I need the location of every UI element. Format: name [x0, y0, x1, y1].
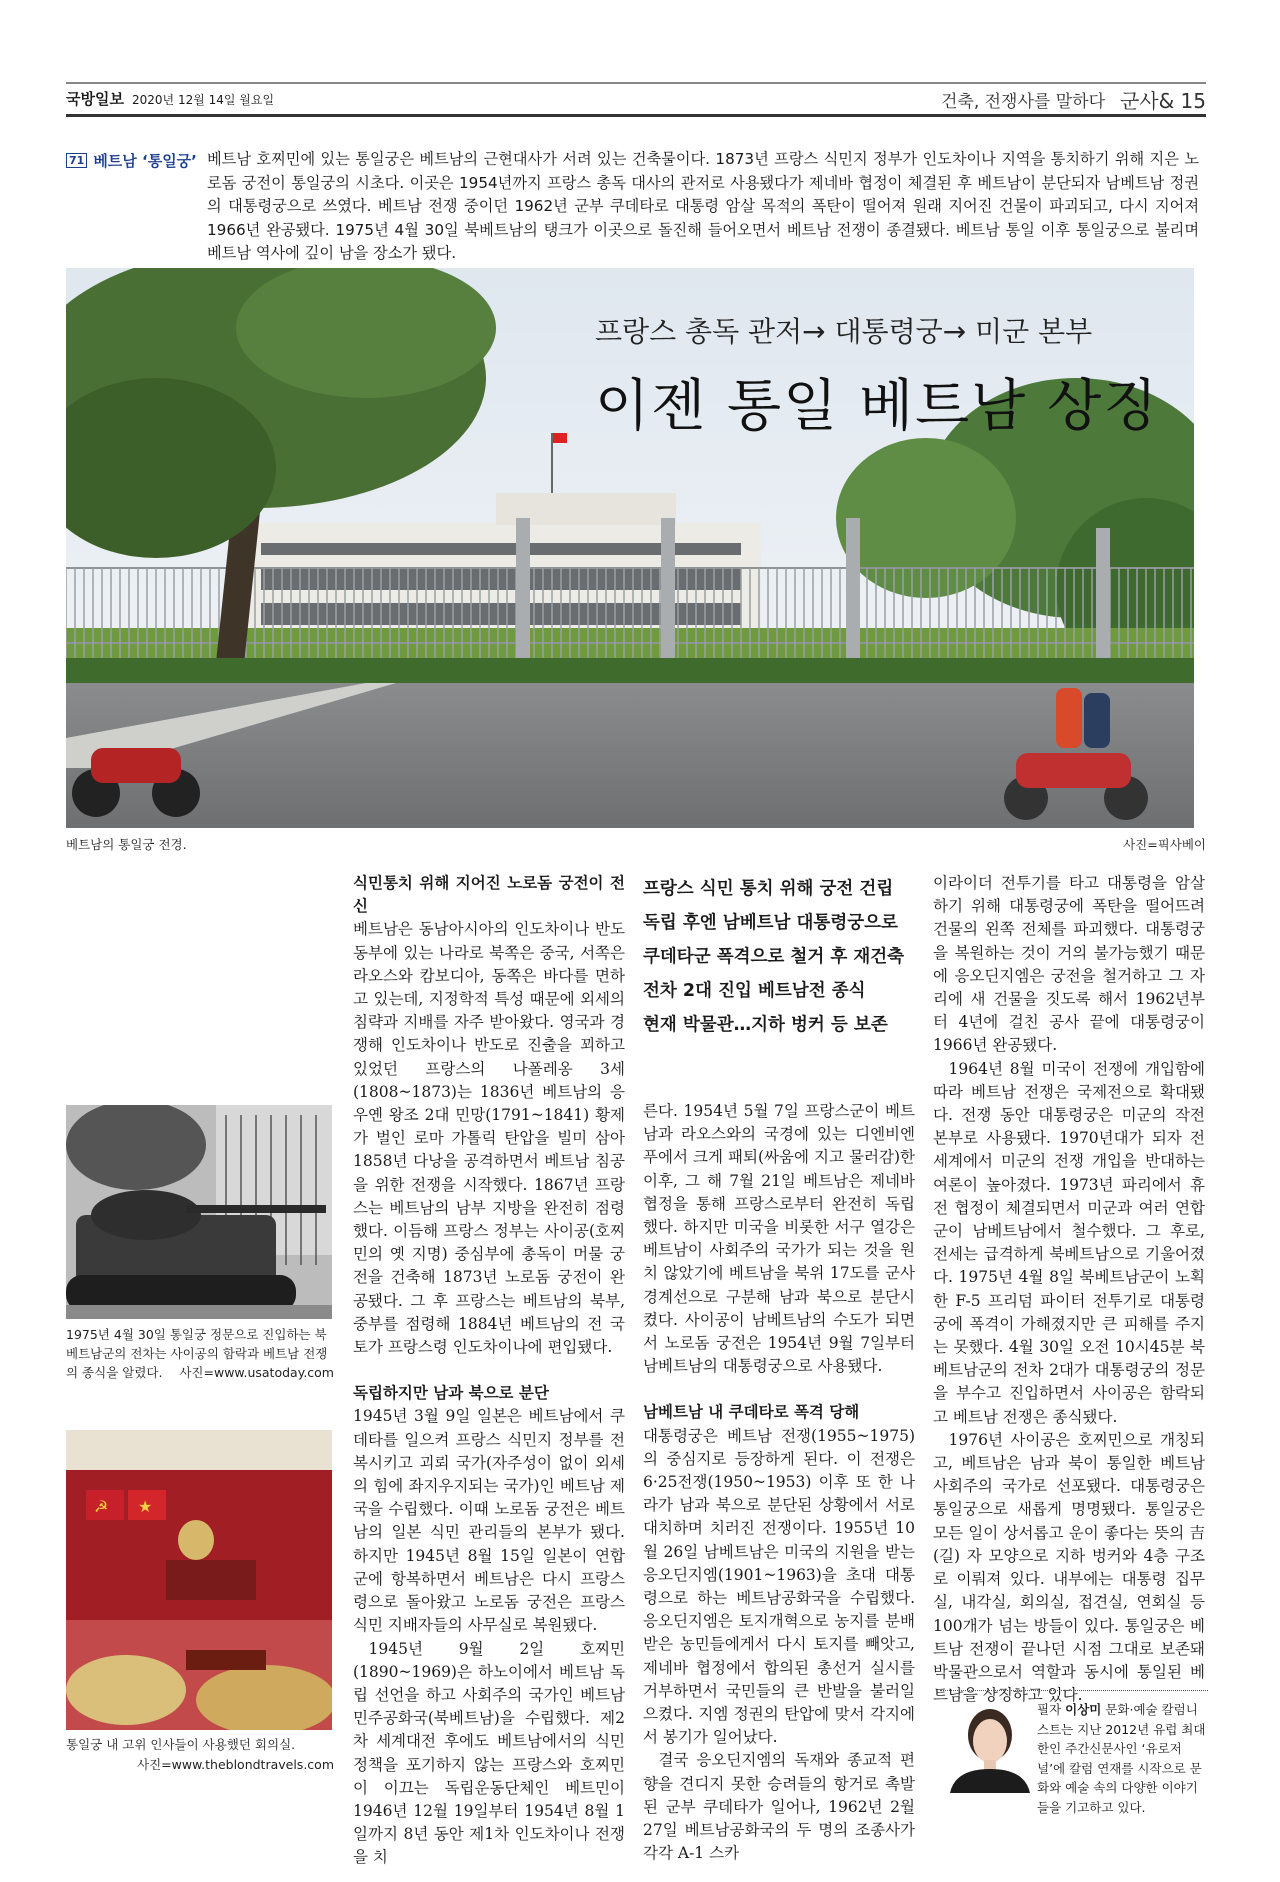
paragraph: 베트남은 동남아시아의 인도차이나 반도 동부에 있는 나라로 북쪽은 중국, 서쪽은 라오스와 캄보디아, 동쪽은 바다를 면하고 있는데, 지정학적 특성 때문에 외세의 침략과 지배를 자주 받아왔다. 영국과 경쟁해 인도차이나 반도로 진출을 꾀하고 있었던 프랑스의 나폴레옹 3세(1808~1873)는 1836년 베트남의 응우옌 왕조 2대 민망(1791~1841) 황제가 벌인 로마 가톨릭 탄압을 빌미 삼아 1858년 다낭을 공격하면서 베트남 침공을 위한 전쟁을 시작했다. 1867년 프랑스는 베트남의 남부 지방을 완전히 점령했다. 이듬해 프랑스 정부는 사이공(호찌민의 옛 지명) 중심부에 총독이 머물 궁전을 건축해 1873년 노로돔 궁전이 완공됐다. 그 후 프랑스는 베트남의 북부, 중부를 점령해 1884년 베트남의 전 국토가 프랑스령 인도차이나에 편입됐다. [353, 920, 625, 1357]
author-portrait [945, 1705, 1035, 1793]
author-description: 문화·예술 칼럼니스트는 지난 2012년 유럽 최대 한인 주간신문사인 ‘유로저널’에 칼럼 연재를 시작으로 문화와 예술 속의 다양한 이야기들을 기고하고 있다. [1037, 1702, 1206, 1815]
meeting-room-caption: 통일궁 내 고위 인사들이 사용했던 회의실. [66, 1737, 296, 1752]
article-column-2 [643, 872, 915, 1866]
meeting-room-photo [66, 1430, 332, 1730]
main-photo-caption: 베트남의 통일궁 전경. [66, 837, 187, 852]
main-photo-credit: 사진=픽사베이 [1123, 837, 1206, 852]
tank-caption-text: 1975년 4월 30일 통일궁 정문으로 진입하는 북베트남군의 전차는 사이공의 함락과 베트남 전쟁의 종식을 알렸다. [66, 1327, 328, 1380]
svg-text:★: ★ [138, 1497, 153, 1516]
main-photo-palace [66, 268, 1194, 828]
author-prefix: 필자 [1037, 1702, 1062, 1717]
issue-date: 2020년 12월 14일 월요일 [132, 93, 275, 107]
meeting-room-credit: 사진=www.theblondtravels.com [137, 1757, 334, 1772]
section-heading: 식민통치 위해 지어진 노로돔 궁전이 전신 [353, 874, 625, 916]
page-number-value: 15 [1180, 89, 1206, 113]
subheadline: 프랑스 식민 통치 위해 궁전 건립 [643, 879, 894, 899]
series-label [66, 150, 197, 171]
newspaper-logo: 국방일보 [66, 90, 124, 108]
subheadline: 현재 박물관…지하 벙커 등 보존 [643, 1015, 888, 1035]
subheadline-list [643, 872, 915, 1042]
author-divider [940, 1690, 1208, 1691]
headline-subtitle: 프랑스 총독 관저→ 대통령궁→ 미군 본부 [595, 315, 1093, 348]
tank-photo-credit: 사진=www.usatoday.com [179, 1365, 334, 1380]
tank-photo-caption [66, 1325, 334, 1382]
headline: 이젠 통일 베트남 상징 [595, 374, 1160, 439]
paragraph: 대통령궁은 베트남 전쟁(1955~1975)의 중심지로 등장하게 된다. 이 전쟁은 6·25전쟁(1950~1953) 이후 또 한 나라가 남과 북으로 분단된 상황에서 서로 대치하며 치러진 전쟁이다. 1955년 10월 26일 남베트남은 미국의 지원을 받는 응오딘지엠(1901~1963)을 초대 대통령으로 하는 베트남공화국을 수립했다. 응오딘지엠은 토지개혁으로 농지를 분배받은 농민들에게서 다시 토지를 빼앗고, 제네바 협정에서 합의된 총선거 실시를 거부하면서 국민들의 큰 반발을 불러일으켰다. 지엠 정권의 탄압에 맞서 각지에서 봉기가 일어났다. [643, 1426, 915, 1747]
series-title: 베트남 ‘통일궁’ [93, 152, 197, 170]
article-column-3 [933, 872, 1205, 1707]
page-number [1120, 85, 1206, 114]
paragraph: 1964년 8월 미국이 전쟁에 개입함에 따라 베트남 전쟁은 국제전으로 확대됐다. 전쟁 동안 대통령궁은 미군의 작전 본부로 사용됐다. 1970년대가 되자 전 세계에서 미군의 전쟁 개입을 반대하는 여론이 높아졌다. 1973년 파리에서 휴전 협정이 체결되면서 미군과 여러 연합군이 남베트남에서 철수했다. 그 후로, 전세는 급격하게 북베트남으로 기울어졌다. 1975년 4월 8일 북베트남군이 노획한 F-5 프리덤 파이터 전투기로 대통령궁에 폭격이 가해졌지만 큰 피해를 주지는 못했다. 4월 30일 오전 10시45분 북베트남군의 전차 2대가 대통령궁의 정문을 부수고 진입하면서 사이공은 함락되고 베트남 전쟁은 종식됐다. [933, 1059, 1205, 1426]
subheadline: 전차 2대 진입 베트남전 종식 [643, 981, 866, 1001]
paragraph: 결국 응오딘지엠의 독재와 종교적 편향을 견디지 못한 승려들의 항거로 촉발된 군부 쿠데타가 일어나, 1962년 2월 27일 베트남공화국의 두 명의 조종사가 각각 A-1 스카 [643, 1751, 915, 1863]
paragraph: 1945년 3월 9일 일본은 베트남에서 쿠데타를 일으켜 프랑스 식민지 정부를 전복시키고 괴뢰 국가(자주성이 없이 외세의 힘에 좌지우지되는 국가)인 베트남 제국을 수립했다. 이때 노로돔 궁전은 베트남의 일본 식민 관리들의 본부가 됐다. 하지만 1945년 8월 15일 일본이 연합군에 항복하면서 베트남은 다시 프랑스령으로 돌아왔고 노로돔 궁전은 프랑스 식민 지배자들의 사무실로 복원됐다. [353, 1407, 625, 1635]
meeting-room-illustration [66, 1430, 332, 1730]
section-title: 건축, 전쟁사를 말하다 [940, 92, 1105, 112]
paragraph: 1945년 9월 2일 호찌민(1890~1969)은 하노이에서 베트남 독립 선언을 하고 사회주의 국가인 베트남민주공화국(북베트남)을 수립했다. 제2차 세계대전 후에도 베트남에서의 식민정책을 포기하지 않는 프랑스와 호찌민이 이끄는 독립운동단체인 베트민이 1946년 12월 19일부터 1954년 8월 1일까지 8년 동안 제1차 인도차이나 전쟁을 치 [353, 1639, 625, 1867]
paragraph: 이라이더 전투기를 타고 대통령을 암살하기 위해 대통령궁에 폭탄을 떨어뜨려 건물의 왼쪽 전체를 파괴했다. 대통령궁을 복원하는 것이 거의 불가능했기 때문에 응오딘지엠은 궁전을 철거하고 그 자리에 새 건물을 짓도록 해서 1962년부터 4년에 걸친 공사 끝에 대통령궁이 1966년 완공됐다. [933, 874, 1205, 1055]
page-label: 군사& [1119, 89, 1175, 113]
article-lead: 베트남 호찌민에 있는 통일궁은 베트남의 근현대사가 서려 있는 건축물이다. 1873년 프랑스 식민지 정부가 인도차이나 지역을 통치하기 위해 지은 노로돔 궁전이 통일궁의 시초다. 이곳은 1954년까지 프랑스 총독 대사의 관저로 사용됐다가 제네바 협정이 체결된 후 베트남이 분단되자 남베트남 정권의 대통령궁으로 쓰였다. 베트남 전쟁 중이던 1962년 군부 쿠데타로 대통령 암살 목적의 폭탄이 떨어져 원래 지어진 건물이 파괴되고, 다시 지어져 1966년 완공됐다. 1975년 4월 30일 북베트남의 탱크가 이곳으로 돌진해 들어오면서 베트남 전쟁이 종결됐다. 베트남 통일 이후 통일궁으로 불리며 베트남 역사에 깊이 남을 장소가 됐다. [207, 150, 1199, 262]
author-bio [1037, 1700, 1209, 1817]
svg-text:☭: ☭ [94, 1497, 109, 1516]
header-rule-top [66, 82, 1206, 84]
author-name: 이상미 [1065, 1702, 1102, 1717]
section-heading: 독립하지만 남과 북으로 분단 [353, 1384, 549, 1403]
tank-photo [66, 1105, 332, 1319]
series-number: 71 [66, 153, 87, 168]
subheadline: 쿠데타군 폭격으로 철거 후 재건축 [643, 947, 905, 967]
paragraph: 른다. 1954년 5월 7일 프랑스군이 베트남과 라오스와의 국경에 있는 디엔비엔푸에서 크게 패퇴(싸움에 지고 물러감)한 이후, 그 해 7월 21일 베트남은 제네바 협정을 통해 프랑스로부터 완전히 독립했다. 하지만 미국을 비롯한 서구 열강은 베트남이 사회주의 국가가 되는 것을 원치 않았기에 베트남을 북위 17도를 군사경계선으로 구분해 남과 북으로 분단시켰다. 사이공이 남베트남의 수도가 되면서 노로돔 궁전은 1954년 9월 7일부터 남베트남의 대통령궁으로 사용됐다. [643, 1102, 915, 1376]
header-rule-bottom [66, 114, 1206, 117]
section-heading: 남베트남 내 쿠데타로 폭격 당해 [643, 1403, 860, 1422]
paragraph: 1976년 사이공은 호찌민으로 개칭되고, 베트남은 남과 북이 통일한 베트남 사회주의 국가로 선포됐다. 대통령궁은 통일궁으로 새롭게 명명됐다. 통일궁은 모든 일이 상서롭고 운이 좋다는 뜻의 吉(길) 자 모양으로 지하 벙커와 4층 구조로 이뤄져 있다. 내부에는 대통령 집무실, 내각실, 회의실, 접견실, 연회실 등 100개가 넘는 방들이 있다. 통일궁은 베트남 전쟁이 끝나던 시점 그대로 보존돼 박물관으로서 역할과 동시에 통일된 베트남을 상징하고 있다. [933, 1430, 1205, 1705]
palace-photo-illustration [66, 268, 1194, 828]
author-avatar [945, 1705, 1035, 1793]
article-column-1 [353, 872, 625, 1870]
subheadline: 독립 후엔 남베트남 대통령궁으로 [643, 913, 898, 933]
tank-photo-illustration [66, 1105, 332, 1319]
